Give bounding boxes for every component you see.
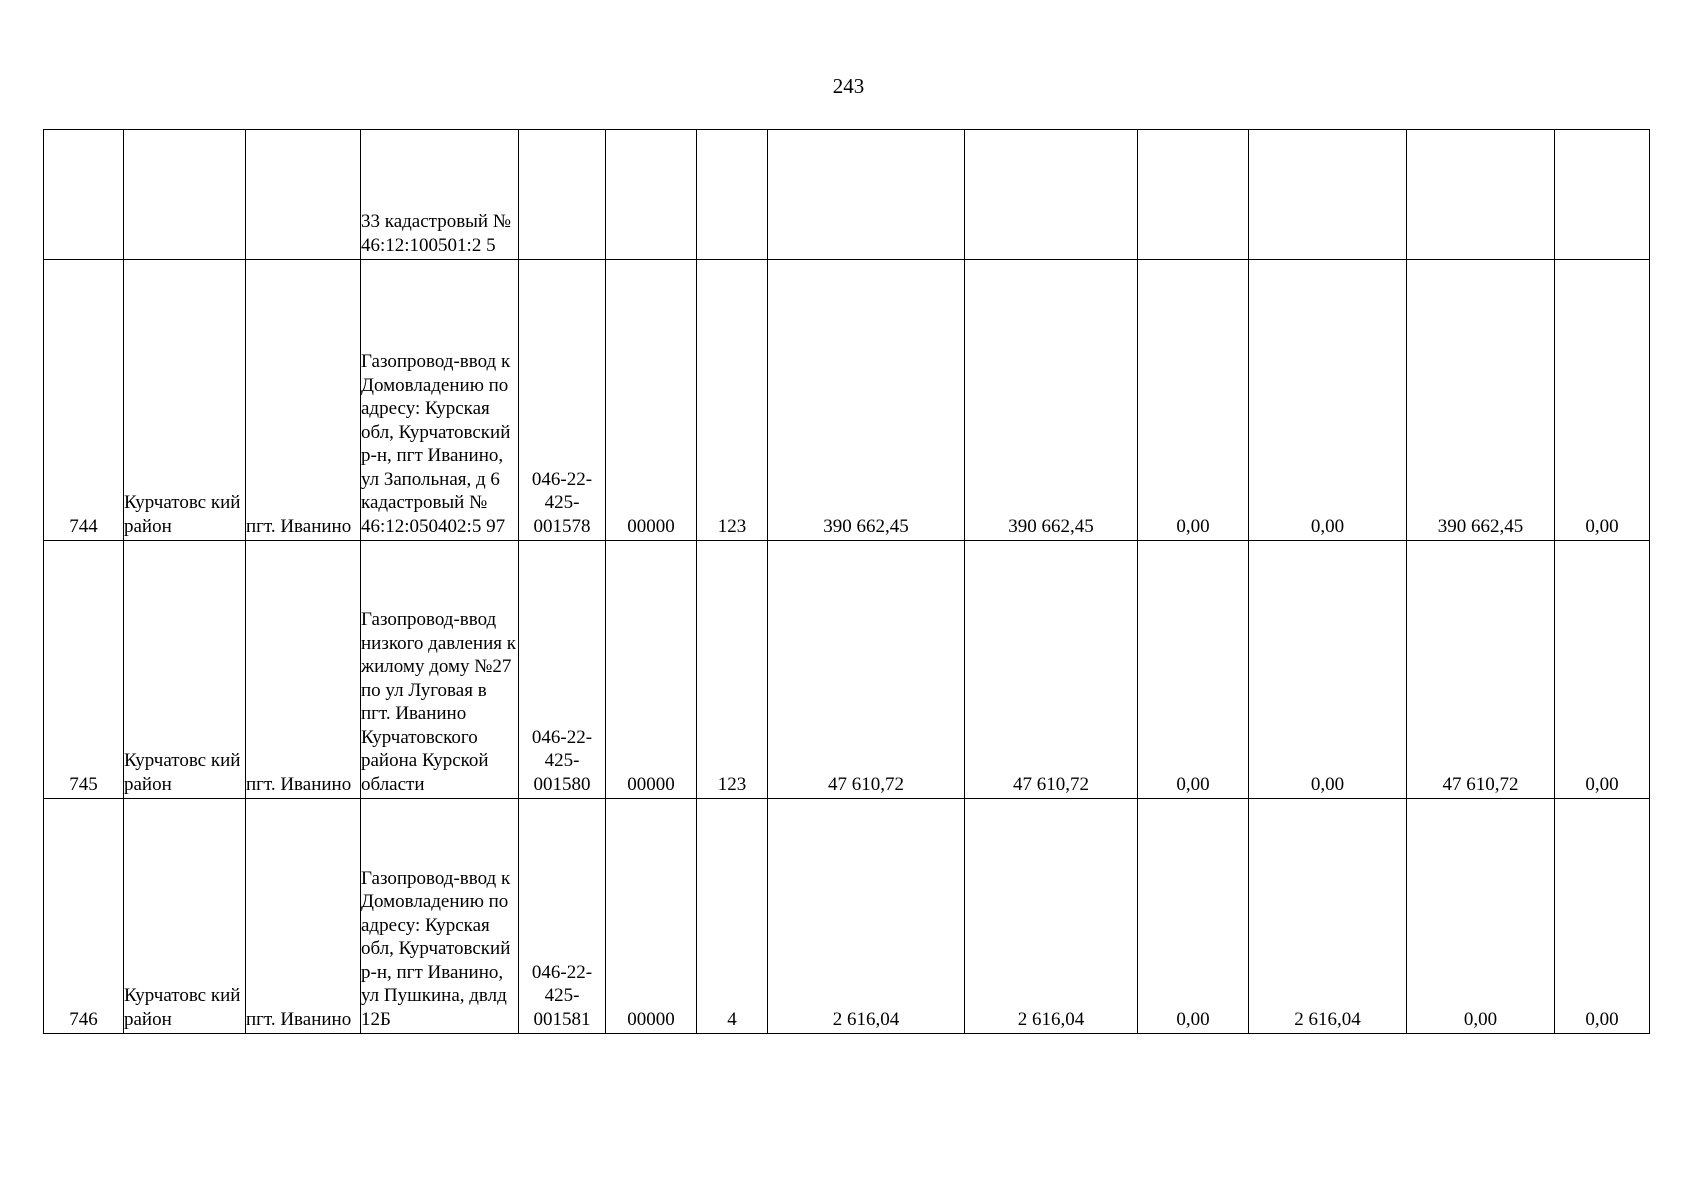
cell-settlement: пгт. Иванино: [246, 260, 361, 541]
cell-account: 00000: [606, 799, 697, 1034]
table-row-continuation: [44, 130, 1650, 260]
cell-type: 123: [697, 541, 768, 799]
page-number: 243: [832, 74, 865, 98]
cell-value-4: 0,00: [1249, 541, 1407, 799]
cell-value-2: 2 616,04: [965, 799, 1138, 1034]
cell-value-6: 0,00: [1555, 541, 1650, 799]
cell-account: 00000: [606, 260, 697, 541]
cell-index: 746: [44, 799, 124, 1034]
cell-district: Курчатовс кий район: [124, 541, 246, 799]
cell-code: [519, 130, 606, 260]
cell-value-3: [1138, 130, 1249, 260]
cell-value-1: 47 610,72: [768, 541, 965, 799]
table-row: [44, 260, 1650, 541]
cell-value-3: 0,00: [1138, 541, 1249, 799]
cell-index: 744: [44, 260, 124, 541]
cell-value-1: [768, 130, 965, 260]
cell-index: [44, 130, 124, 260]
cell-settlement: пгт. Иванино: [246, 541, 361, 799]
cell-account: [606, 130, 697, 260]
cell-value-5: [1407, 130, 1555, 260]
cell-value-1: 2 616,04: [768, 799, 965, 1034]
cell-value-5: 390 662,45: [1407, 260, 1555, 541]
cell-settlement: [246, 130, 361, 260]
cell-value-3: 0,00: [1138, 799, 1249, 1034]
cell-code: 046-22- 425- 001581: [519, 799, 606, 1034]
table-row: [44, 541, 1650, 799]
cell-value-6: [1555, 130, 1650, 260]
cell-value-3: 0,00: [1138, 260, 1249, 541]
registry-table: [43, 129, 1650, 1034]
cell-value-2: [965, 130, 1138, 260]
cell-type: 4: [697, 799, 768, 1034]
cell-code: 046-22- 425- 001580: [519, 541, 606, 799]
cell-code: 046-22- 425- 001578: [519, 260, 606, 541]
cell-value-2: 390 662,45: [965, 260, 1138, 541]
cell-value-6: 0,00: [1555, 799, 1650, 1034]
cell-district: Курчатовс кий район: [124, 260, 246, 541]
cell-value-5: 47 610,72: [1407, 541, 1555, 799]
cell-district: [124, 130, 246, 260]
cell-value-4: [1249, 130, 1407, 260]
cell-value-1: 390 662,45: [768, 260, 965, 541]
cell-object-name: 33 кадастровый № 46:12:100501:2 5: [361, 130, 519, 260]
cell-value-2: 47 610,72: [965, 541, 1138, 799]
cell-value-4: 2 616,04: [1249, 799, 1407, 1034]
cell-object-name: Газопровод-ввод к Домовладению по адресу: Курская обл, Курчатовский р-н, пгт Иванино, ул Пушкина, двлд 12Б: [361, 799, 519, 1034]
table-row: [44, 799, 1650, 1034]
cell-object-name: Газопровод-ввод низкого давления к жилому дому №27 по ул Луговая в пгт. Иванино Курчатовского района Курской области: [361, 541, 519, 799]
cell-type: 123: [697, 260, 768, 541]
cell-district: Курчатовс кий район: [124, 799, 246, 1034]
cell-settlement: пгт. Иванино: [246, 799, 361, 1034]
cell-index: 745: [44, 541, 124, 799]
cell-value-4: 0,00: [1249, 260, 1407, 541]
cell-value-6: 0,00: [1555, 260, 1650, 541]
cell-object-name: Газопровод-ввод к Домовладению по адресу: Курская обл, Курчатовский р-н, пгт Иванино, ул Запольная, д 6 кадастровый № 46:12:050402:5 97: [361, 260, 519, 541]
cell-account: 00000: [606, 541, 697, 799]
cell-value-5: 0,00: [1407, 799, 1555, 1034]
cell-type: [697, 130, 768, 260]
